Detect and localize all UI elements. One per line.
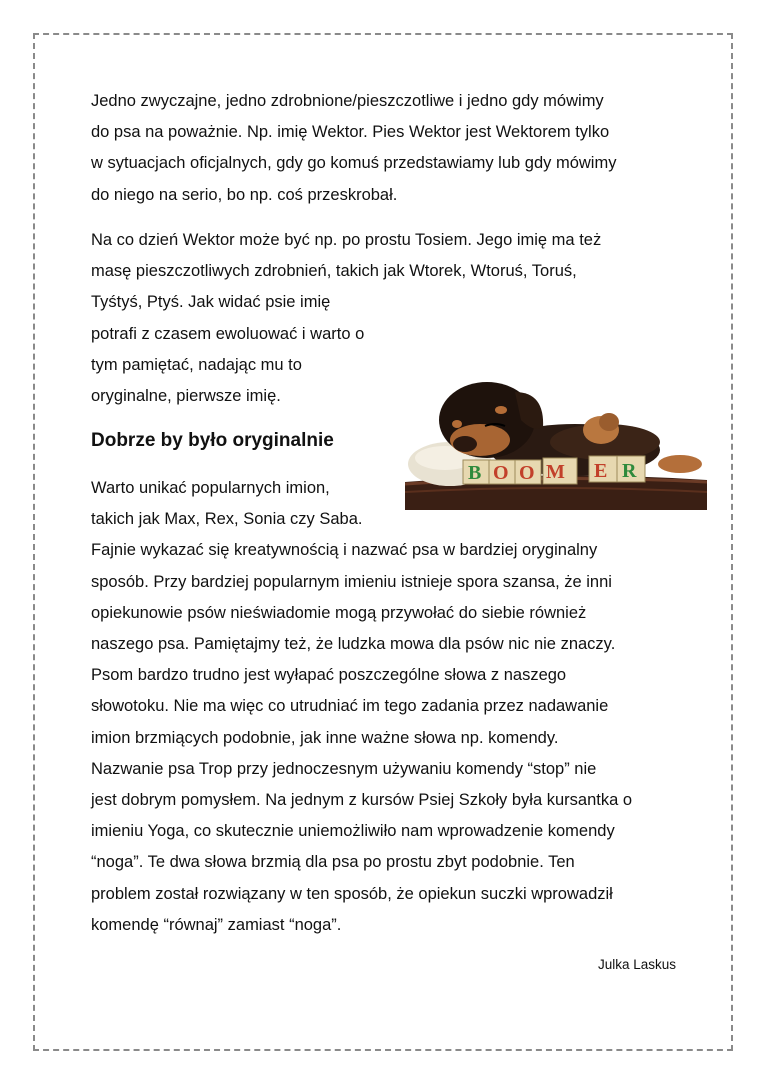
paragraph-1-line: w sytuacjach oficjalnych, gdy go komuś przedstawiamy lub gdy mówimy <box>91 154 617 173</box>
block-letter: R <box>622 460 637 482</box>
paragraph-2-line: masę pieszczotliwych zdrobnień, takich jak Wtorek, Wtoruś, Toruś, <box>91 262 577 281</box>
paragraph-1-line: do psa na poważnie. Np. imię Wektor. Pies Wektor jest Wektorem tylko <box>91 123 610 142</box>
paragraph-2-line: Tyśtyś, Ptyś. Jak widać psie imię <box>91 293 331 312</box>
paragraph-3-line: imion brzmiących podobnie, jak inne ważne słowa np. komendy. <box>91 728 559 747</box>
paragraph-3-line: imieniu Yoga, co skutecznie uniemożliwiło nam wprowadzenie komendy <box>91 822 615 841</box>
paragraph-3-line: Psom bardzo trudno jest wyłapać poszczególne słowa z naszego <box>91 666 567 685</box>
paragraph-1-line: Jedno zwyczajne, jedno zdrobnione/pieszczotliwe i jedno gdy mówimy <box>91 92 604 110</box>
paragraph-1 <box>91 86 616 211</box>
author-signature: Julka Laskus <box>597 957 676 972</box>
paragraph-3-line: Fajnie wykazać się kreatywnością i nazwać psa w bardziej oryginalny <box>91 541 598 560</box>
section-heading: Dobrze by było oryginalnie <box>91 430 334 451</box>
paragraph-2-line: oryginalne, pierwsze imię. <box>91 387 281 406</box>
paragraph-3-line: komendę “równaj” zamiast “noga”. <box>91 915 342 934</box>
block-letter: M <box>546 461 565 483</box>
paragraph-3-line: naszego psa. Pamiętajmy też, że ludzka mowa dla psów nic nie znaczy. <box>91 635 616 654</box>
paragraph-3-line: jest dobrym pomysłem. Na jednym z kursów Psiej Szkoły była kursantka o <box>91 791 633 810</box>
paragraph-3-line: Warto unikać popularnych imion, <box>91 479 330 497</box>
block-letter: O <box>519 462 535 484</box>
block-letter: O <box>493 462 509 484</box>
paragraph-3-line: takich jak Max, Rex, Sonia czy Saba. <box>91 510 363 529</box>
paragraph-3-line: słowotoku. Nie ma więc co utrudniać im tego zadania przez nadawanie <box>91 697 609 716</box>
paragraph-3-line: opiekunowie psów nieświadomie mogą przywołać do siebie również <box>91 603 587 622</box>
paragraph-3-line: Nazwanie psa Trop przy jednoczesnym używaniu komendy “stop” nie <box>91 759 597 778</box>
block-letter: B <box>468 462 482 484</box>
paragraph-3-line: problem został rozwiązany w ten sposób, że opiekun suczki wprowadził <box>91 884 613 903</box>
paragraph-1-line: do niego na serio, bo np. coś przeskrobał. <box>91 185 398 204</box>
letter-blocks <box>463 456 645 484</box>
paragraph-2-line: Na co dzień Wektor może być np. po prostu Tosiem. Jego imię ma też <box>91 231 602 249</box>
paragraph-2-line: tym pamiętać, nadając mu to <box>91 355 302 374</box>
paragraph-3-line: sposób. Przy bardziej popularnym imieniu istnieje spora szansa, że inni <box>91 572 612 591</box>
block-letter: E <box>594 460 608 482</box>
paragraph-3 <box>91 473 632 941</box>
paragraph-3-line: “noga”. Te dwa słowa brzmią dla psa po prostu zbyt podobnie. Ten <box>91 853 575 872</box>
sleeping-puppy-photo <box>405 352 707 510</box>
paragraph-2-line: potrafi z czasem ewoluować i warto o <box>91 324 365 343</box>
